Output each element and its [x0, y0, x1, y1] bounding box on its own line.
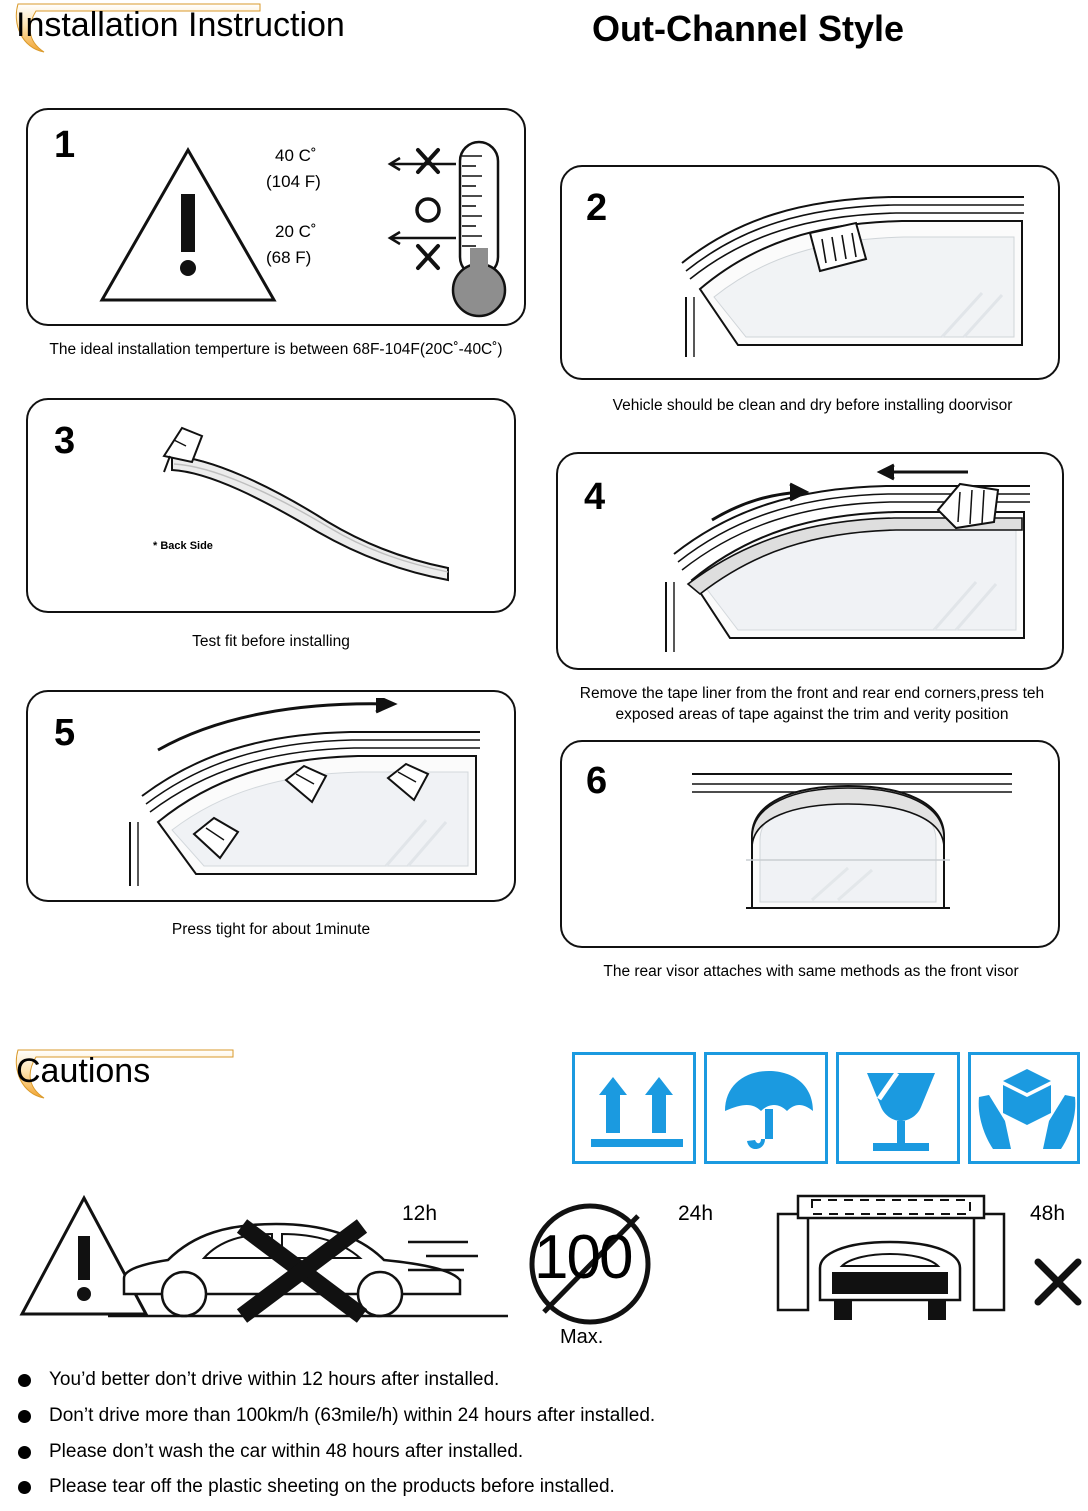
step-1-caption: The ideal installation temperture is between 68F-104F(20C˚-40C˚)	[49, 341, 503, 358]
caution-48h-label: 48h	[1030, 1202, 1066, 1225]
this-side-up-icon	[575, 1055, 699, 1167]
step-6-caption: The rear visor attaches with same methods as the front visor	[603, 963, 1019, 980]
caution-no-wash-x-icon	[1030, 1254, 1086, 1310]
page-title-style: Out-Channel Style	[592, 8, 905, 49]
bullet-text: Please don’t wash the car within 48 hours after installed.	[49, 1440, 524, 1462]
caution-speed-value: 100	[534, 1223, 632, 1292]
step-5-number: 5	[54, 712, 76, 754]
keep-dry-umbrella-icon	[707, 1055, 831, 1167]
step-4-number: 4	[584, 476, 606, 518]
step-3-panel	[26, 398, 516, 613]
step-5-caption: Press tight for about 1minute	[171, 921, 371, 938]
shipping-icon-keep-dry	[704, 1052, 828, 1164]
bullet-text: You’d better don’t drive within 12 hours after installed.	[49, 1369, 500, 1390]
shipping-icon-handle-with-care	[968, 1052, 1080, 1164]
bullet-text: Please tear off the plastic sheeting on the products before installed.	[49, 1476, 615, 1498]
step-3-caption: Test fit before installing	[192, 633, 350, 650]
step-4-caption: Remove the tape liner from the front and rear end corners,press teh exposed areas of tape against the trim and verity position	[579, 685, 1045, 723]
step-1-hot-fahrenheit: (104 F)	[266, 172, 321, 191]
step-6-illustration	[662, 760, 1042, 935]
step-1-hot-celsius: 40 C˚	[275, 146, 317, 165]
step-2-panel	[560, 165, 1060, 380]
step-2-number: 2	[586, 187, 608, 229]
step-3-number: 3	[54, 420, 76, 462]
bullet-item	[18, 1368, 1018, 1392]
step-2-caption: Vehicle should be clean and dry before installing doorvisor	[612, 397, 1013, 414]
page-title-installation: Installation Instruction	[16, 6, 345, 44]
caution-no-wash-figure	[766, 1188, 1016, 1338]
handle-with-care-icon	[971, 1055, 1083, 1167]
caution-24h-label: 24h	[678, 1202, 714, 1225]
step-1-number: 1	[54, 124, 76, 166]
caution-speed-max-label: Max.	[560, 1326, 604, 1348]
caution-12h-label: 12h	[402, 1202, 438, 1225]
step-5-illustration	[98, 698, 498, 898]
step-1-ok-celsius: 20 C˚	[275, 222, 317, 241]
step-4-illustration	[638, 462, 1058, 667]
bullet-dot-icon	[18, 1446, 31, 1459]
bullet-item	[18, 1404, 1018, 1428]
shipping-icon-fragile	[836, 1052, 960, 1164]
bullet-item	[18, 1440, 1018, 1464]
step-3-back-side-label: * Back Side	[153, 540, 213, 552]
step-6-number: 6	[586, 760, 608, 802]
step-2-illustration	[642, 185, 1052, 365]
cautions-bullet-list	[18, 1368, 1018, 1511]
step-1-ok-fahrenheit: (68 F)	[266, 248, 312, 267]
page-title-cautions: Cautions	[16, 1052, 151, 1090]
bullet-dot-icon	[18, 1410, 31, 1423]
bullet-dot-icon	[18, 1374, 31, 1387]
bullet-text: Don’t drive more than 100km/h (63mile/h) within 24 hours after installed.	[49, 1404, 656, 1426]
step-1-panel	[26, 108, 526, 326]
step-5-panel	[26, 690, 516, 902]
step-6-panel	[560, 740, 1060, 948]
bullet-item	[18, 1475, 1018, 1499]
step-3-illustration	[118, 414, 508, 594]
fragile-glass-icon	[839, 1055, 963, 1167]
shipping-icon-this-side-up	[572, 1052, 696, 1164]
step-4-panel	[556, 452, 1064, 670]
bullet-dot-icon	[18, 1481, 31, 1494]
caution-no-drive-figure	[108, 1190, 508, 1330]
